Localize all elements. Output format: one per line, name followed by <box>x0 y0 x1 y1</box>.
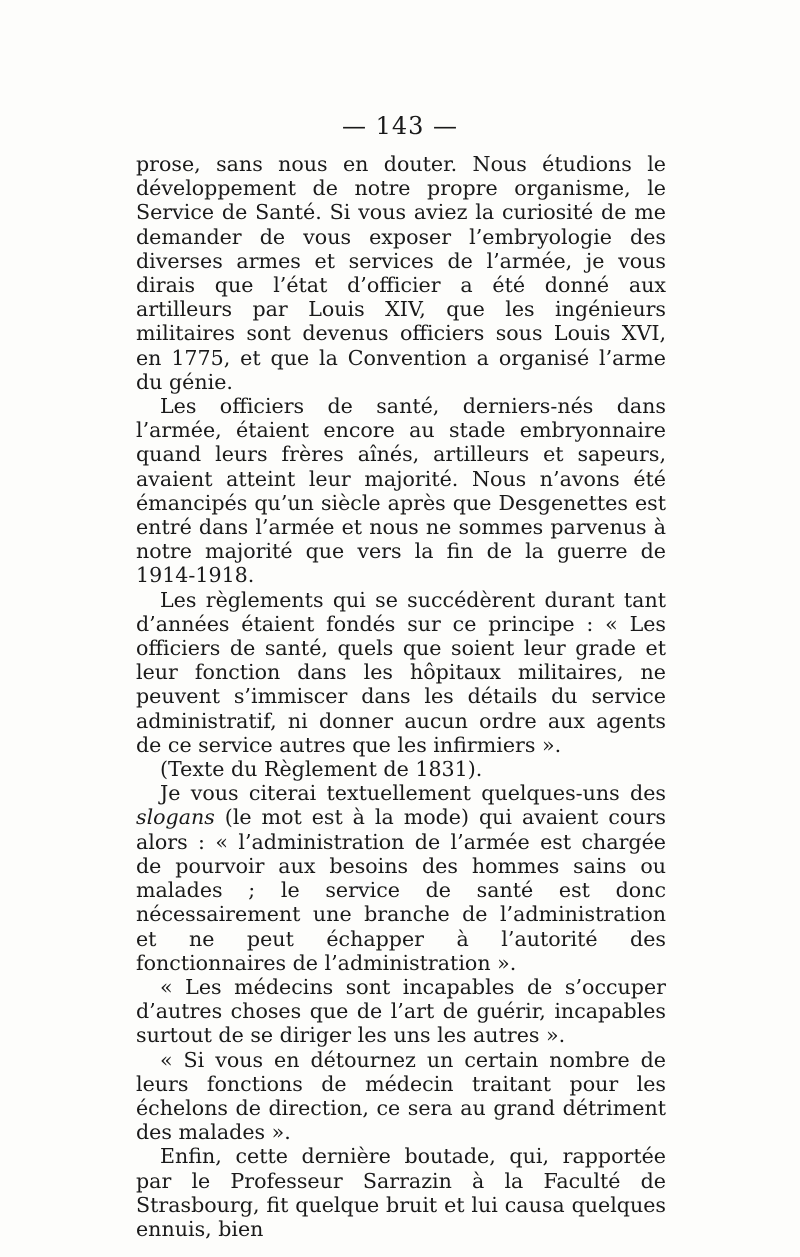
page-number: — 143 — <box>341 112 459 140</box>
paragraph-2: Les officiers de santé, derniers-nés dans l’armée, étaient encore au stade embryonnaire quand leurs frères aînés, artilleurs et sapeurs, avaient atteint leur majorité. Nous n’avons été émancipés qu’un siècle après que Desgenettes est entré dans l’armée et nous ne sommes parvenus à notre majorité que vers la fin de la guerre de 1914-1918. <box>136 394 666 588</box>
paragraph-5-italic: slogans <box>136 805 215 830</box>
paragraph-4: (Texte du Règlement de 1831). <box>160 757 483 782</box>
paragraph-1: prose, sans nous en douter. Nous étudions le développement de notre propre organisme, le Service de Santé. Si vous aviez la curiosité de me demander de vous exposer l’embryologie des diverses armes et services de l’armée, je vous dirais que l’état d’officier a été donné aux artilleurs par Louis XIV, que les ingénieurs militaires sont devenus officiers sous Louis XVI, en 1775, et que la Convention a organisé l’arme du génie. <box>136 152 666 394</box>
paragraph-6: « Les médecins sont incapables de s’occuper d’autres choses que de l’art de guérir, incapables surtout de se diriger les uns les autres ». <box>136 974 666 1048</box>
paragraph-5-start: Je vous citerai textuellement quelques-uns des <box>160 781 666 806</box>
paragraph-3: Les règlements qui se succédèrent durant tant d’années étaient fondés sur ce principe : « Les officiers de santé, quels que soient leur grade et leur fonction dans les hôpitaux militaires, ne peuvent s’immiscer dans les détails du service administratif, ni donner aucun ordre aux agents de ce service autres que les infirmiers ». <box>136 587 666 757</box>
paragraph-7: « Si vous en détournez un certain nombre de leurs fonctions de médecin traitant pour les échelons de direction, ce sera au grand détriment des malades ». <box>136 1047 666 1145</box>
paragraph-5 <box>136 781 666 975</box>
paragraph-8: Enfin, cette dernière boutade, qui, rapportée par le Professeur Sarrazin à la Faculté de Strasbourg, fit quelque bruit et lui causa quelques ennuis, bien <box>136 1144 666 1241</box>
body-text <box>136 152 666 1241</box>
paragraph-5-end: (le mot est à la mode) qui avaient cours alors : « l’administration de l’armée est chargée de pourvoir aux besoins des hommes sains ou malades ; le service de santé est donc nécessairement une branche de l’administration et ne peut échapper à l’autorité des fonctionnaires de l’administration ». <box>136 805 666 975</box>
